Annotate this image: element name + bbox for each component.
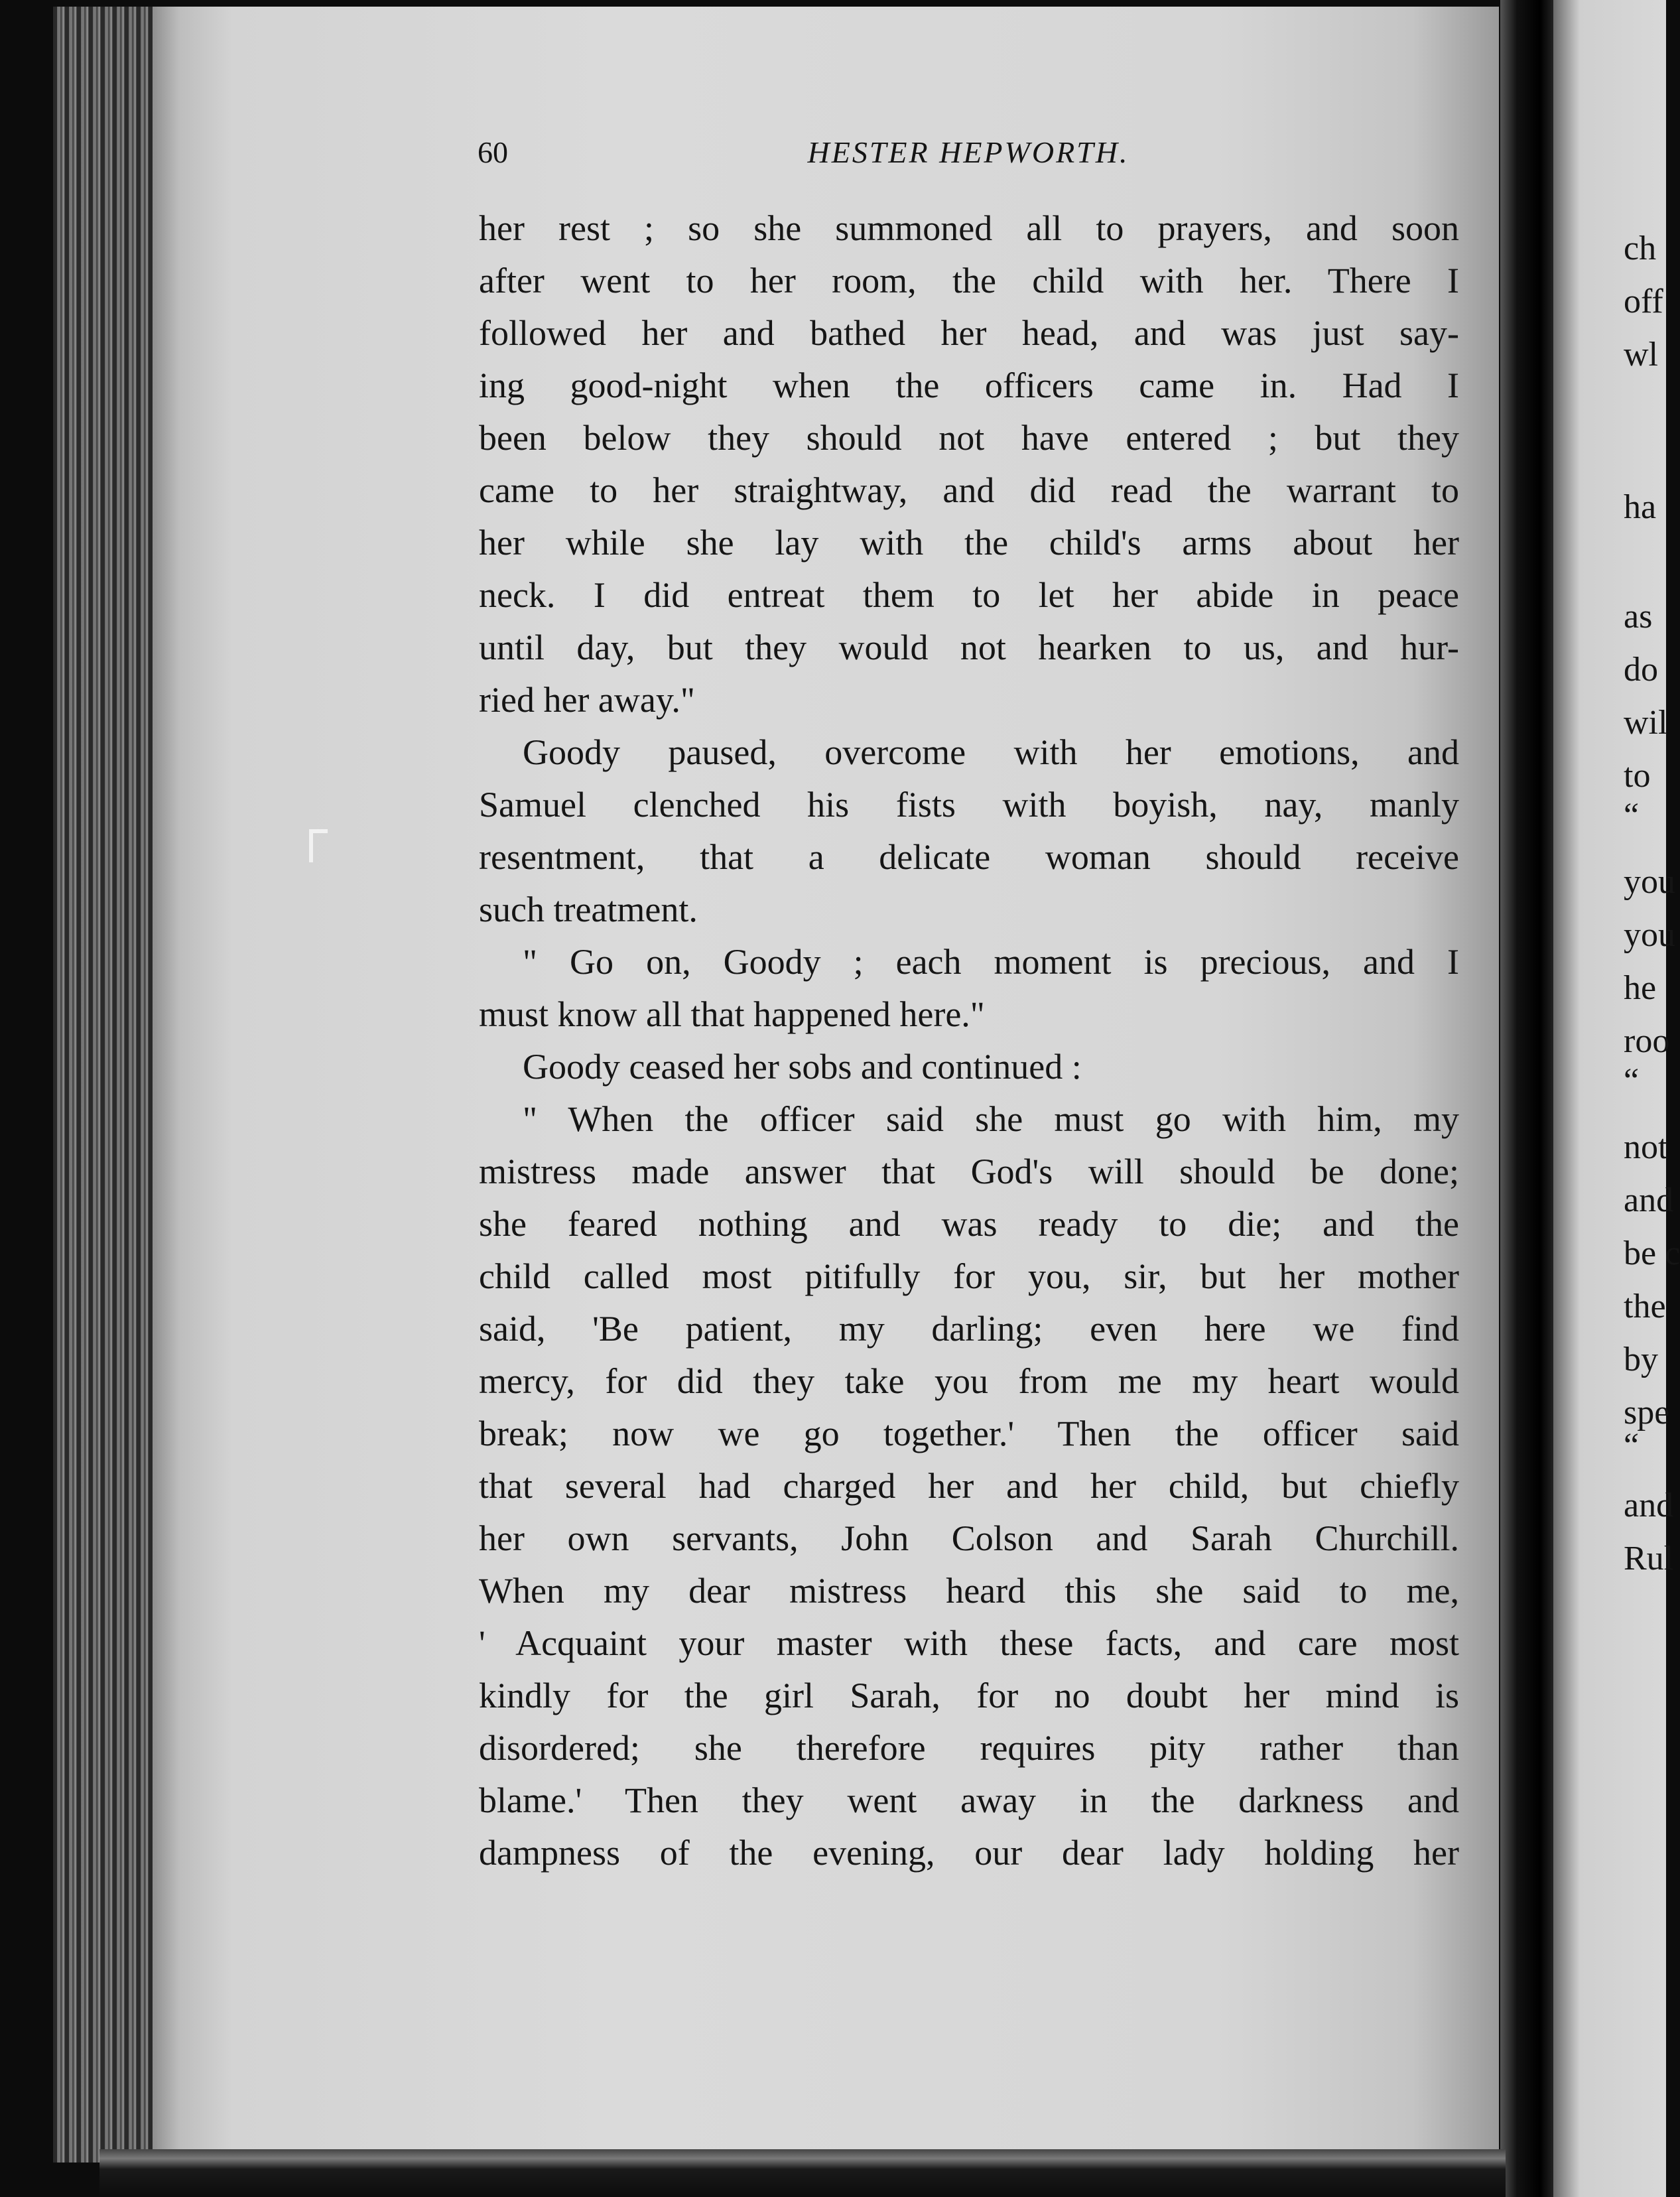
text-line: her own servants, John Colson and Sarah Churchill. bbox=[479, 1518, 1459, 1558]
text-line: disordered; she therefore requires pity rather than bbox=[479, 1728, 1459, 1768]
scan-speck bbox=[309, 829, 313, 862]
text-line: Goody ceased her sobs and continued : bbox=[523, 1047, 1082, 1087]
right-page-fragment: as bbox=[1624, 598, 1653, 635]
text-line: her rest ; so she summoned all to prayers, and soon bbox=[479, 208, 1459, 248]
text-line: " Go on, Goody ; each moment is precious, and I bbox=[523, 942, 1459, 982]
right-page-fragment: you bbox=[1624, 863, 1675, 901]
text-line: came to her straightway, and did read the warrant to bbox=[479, 470, 1459, 510]
text-line: dampness of the evening, our dear lady holding her bbox=[479, 1833, 1459, 1873]
right-page-fragment: wl bbox=[1624, 336, 1658, 373]
running-head bbox=[478, 126, 1459, 179]
right-page-fragment: you bbox=[1624, 916, 1675, 954]
text-line: mercy, for did they take you from me my heart would bbox=[479, 1361, 1459, 1401]
page-number: 60 bbox=[478, 135, 508, 169]
text-line: after went to her room, the child with her. There I bbox=[479, 261, 1459, 300]
right-page-fragment: Rul bbox=[1624, 1540, 1674, 1577]
text-line: ried her away." bbox=[479, 680, 695, 720]
text-line: When my dear mistress heard this she said to me, bbox=[479, 1571, 1459, 1611]
text-line: ' Acquaint your master with these facts, and care most bbox=[479, 1623, 1459, 1663]
scan-speck bbox=[309, 829, 328, 833]
right-page-fragment: off bbox=[1624, 283, 1663, 320]
text-line: said, 'Be patient, my darling; even here we find bbox=[479, 1309, 1459, 1349]
book-gutter bbox=[1500, 0, 1553, 2197]
right-page-fragment: “ bbox=[1624, 1427, 1640, 1465]
text-line: blame.' Then they went away in the darkness and bbox=[479, 1780, 1459, 1820]
text-line: ing good-night when the officers came in. Had I bbox=[479, 366, 1459, 405]
right-page-fragment: ch bbox=[1624, 230, 1657, 267]
text-line: she feared nothing and was ready to die; and the bbox=[479, 1204, 1459, 1244]
right-page-fragment: wil bbox=[1624, 704, 1668, 742]
right-page-fragment: and bbox=[1624, 1487, 1674, 1524]
text-line: neck. I did entreat them to let her abide in peace bbox=[479, 575, 1459, 615]
right-page-fragment: by bbox=[1624, 1341, 1658, 1378]
bottom-edge bbox=[99, 2149, 1506, 2197]
text-line: break; now we go together.' Then the officer said bbox=[479, 1414, 1459, 1453]
right-page-fragment: he bbox=[1624, 969, 1657, 1007]
right-page-fragment: be c bbox=[1624, 1234, 1680, 1272]
body-text bbox=[479, 202, 1459, 1879]
running-title: HESTER HEPWORTH. bbox=[807, 135, 1130, 169]
text-line: such treatment. bbox=[479, 890, 698, 929]
right-page-fragment: to bbox=[1624, 757, 1651, 795]
text-line: followed her and bathed her head, and was just say- bbox=[479, 313, 1459, 353]
text-line: child called most pitifully for you, sir, but her mother bbox=[479, 1256, 1459, 1296]
text-line: kindly for the girl Sarah, for no doubt her mind is bbox=[479, 1676, 1459, 1715]
text-line: resentment, that a delicate woman should receive bbox=[479, 837, 1459, 877]
right-page-fragment: do bbox=[1624, 651, 1658, 689]
right-page-fragment: spe bbox=[1624, 1394, 1670, 1431]
right-page-fragment: “ bbox=[1624, 797, 1640, 834]
text-line: been below they should not have entered ; but they bbox=[479, 418, 1459, 458]
text-line: mistress made answer that God's will should be done; bbox=[479, 1152, 1459, 1191]
right-page-fragment: ha bbox=[1624, 488, 1657, 526]
text-line: must know all that happened here." bbox=[479, 994, 985, 1034]
text-line: Goody paused, overcome with her emotions, and bbox=[523, 732, 1459, 772]
right-page-fragment: and bbox=[1624, 1181, 1674, 1219]
right-page-fragment: “ bbox=[1624, 1062, 1640, 1100]
right-page-fragment: not bbox=[1624, 1128, 1668, 1166]
text-line: her while she lay with the child's arms about her bbox=[479, 523, 1459, 563]
text-line: that several had charged her and her child, but chiefly bbox=[479, 1466, 1459, 1506]
text-line: Samuel clenched his fists with boyish, nay, manly bbox=[479, 785, 1459, 825]
text-line: " When the officer said she must go with him, my bbox=[523, 1099, 1459, 1139]
right-page-fragments bbox=[1624, 0, 1680, 2197]
text-line: until day, but they would not hearken to us, and hur- bbox=[479, 628, 1459, 667]
right-page-fragment: the bbox=[1624, 1288, 1666, 1325]
right-page-fragment: roo bbox=[1624, 1022, 1670, 1060]
